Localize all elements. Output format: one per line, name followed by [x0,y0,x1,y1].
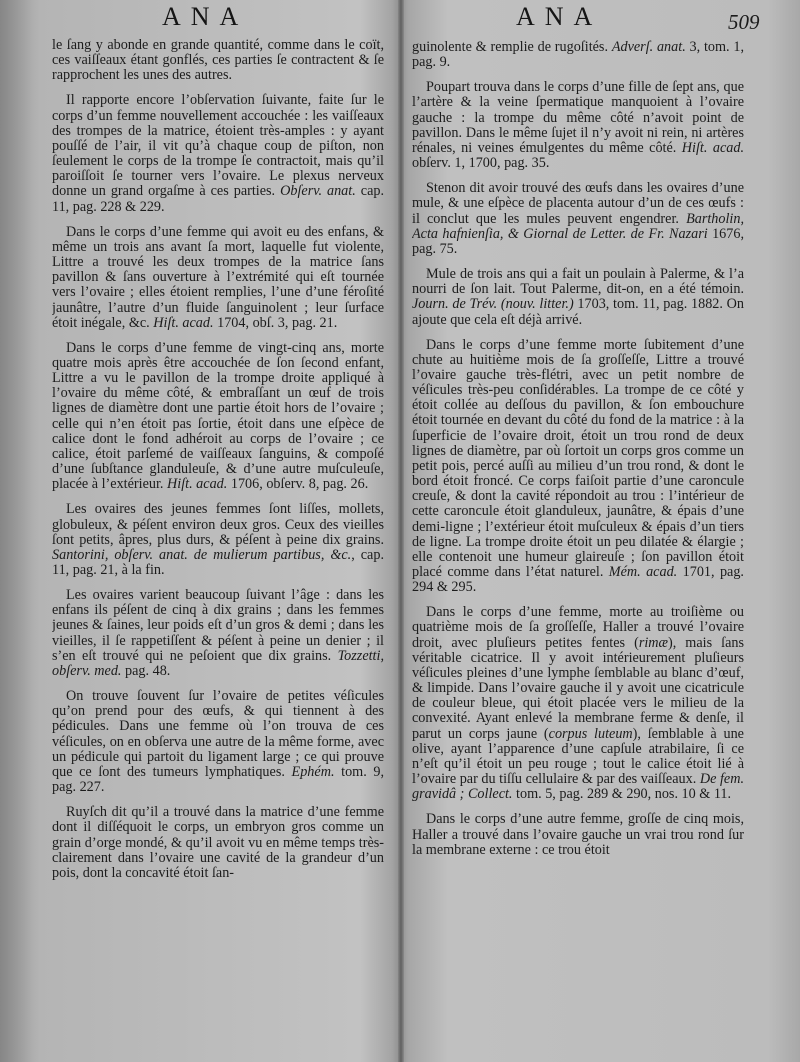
paragraph [52,341,384,493]
paragraph-text: Dans le corps d’une femme morte ſubitement d’une chute au huitième mois de ſa groſſeſſe, Littre a trouvé l’ovaire gauche très-flétri, avec un petit nombre de véſicules très-peu conſidérables. La trompe de ce côté y étoit collée au deſſous du pavillon, & ſon embouchure étoit tournée en devant du côté du fond de la matrice : à la ſuperficie de l’ovaire droit, étoit un trou rond de deux lignes de diamètre, par où ſortoit un corps gros comme un petit pois, percé auſſi au milieu d’un trou rond, & dont le bord étoit froncé. Ce corps faiſoit partie d’une caroncule creuſe, & dont la cavité répondoit au trou : l’intérieur de cette caroncule étoit glanduleux, jaunâtre, & épais d’une demi-ligne ; l’extérieur étoit muſculeux & épais d’un tiers de ligne. La trompe droite étoit un peu dilatée & élargie ; elle contenoit une humeur glaireuſe ; ſon pavillon étoit placé comme dans l’état naturel. [412,336,744,580]
citation-ref: , cap. 11, pag. 21, à la fin. [52,546,384,578]
citation: Hiſt. acad. [167,476,228,493]
paragraph-text: Ruyſch dit qu’il a trouvé dans la matrice d’une femme dont il diſſéquoit le corps, un embryon gros comme un grain d’orge mondé, & qu’il avoit vu en même temps très-clairement dans l’ovaire une cavité de la grandeur d’un pois, dont la concavité étoit ſan- [52,804,384,881]
paragraph-text: Poupart trouva dans le corps d’une fille de ſept ans, que l’artère & la veine ſpermatique manquoient à l’ovaire gauche : la trompe du même côté n’avoit point de pavillon. Dans le même ſujet il n’y avoit ni rein, ni artères rénales, ni veines émulgentes du même côté. [412,79,744,156]
paragraph [412,812,744,857]
paragraph-text: Dans le corps d’une femme, morte au troiſième ou quatrième mois de ſa groſſeſſe, Haller a trouvé l’ovaire droit, avec pluſieurs petites fentes ( [412,604,744,651]
right-running-head: ANA [516,2,603,31]
paragraph [412,40,744,70]
paragraph [52,225,384,331]
paragraph [412,338,744,596]
paragraph-text: On trouve ſouvent ſur l’ovaire de petites véſicules qu’on prend pour des œufs, & qui tiennent à des pédicules. Dans une femme où l’on trouva de ces véſicules, on en obſerva une autre de la même forme, avec un pédicule qui partoit du ligament large ; ce qui prouve que ce ſont des tumeurs lymphatiques. [52,688,384,780]
citation: Hiſt. acad. [681,139,744,156]
citation-ref: 1706, obſerv. 8, pag. 26. [230,476,369,493]
citation: Bartholin, Acta hafnienſia, & Giornal de Letter. de Fr. Nazari [412,210,744,242]
citation-ref: tom. 9, pag. 227. [52,763,384,796]
paragraph-text: Dans le corps d’une femme de vingt-cinq ans, morte quatre mois après être accouchée de ſon ſecond enfant, Littre a vu le pavillon de la trompe droite appliqué à l’ovaire du même côté, & embraſſant un œuf de trois lignes de diamètre dont une partie étoit hors de l’ovaire ; celle qui n’en étoit pas ſortie, étoit dans une eſpèce de calice dont le fond adhéroit au corps de l’ovaire ; ce calice, étoit parſemé de vaiſſeaux ſanguins, & compoſé d’une ſubſtance glanduleuſe, & d’une autre muſculeuſe, placée à l’extérieur. [52,339,384,493]
paragraph [52,805,384,881]
citation: Adverſ. anat. [611,40,686,55]
citation: Ephém. [291,763,335,780]
latin-term: corpus luteum [548,725,633,742]
citation: Journ. de Trév. (nouv. litter.) [412,296,574,313]
paragraph [52,93,384,214]
paragraph-text: Dans le corps d’une femme qui avoit eu des enfans, & même un trois ans avant ſa mort, laquelle fut violente, Littre a trouvé les deux trompes de la matrice ſans pavillon & ſans ouverture à l’extrémité qui eſt tournée vers l’ovaire ; elles étoient remplies, l’une d’une féroſité jaunâtre, l’autre d’un fluide ſanguinolent ; leur ſurface étoit inégale, &c. [52,223,384,331]
paragraph-text: guinolente & remplie de rugoſités. [412,40,609,55]
paragraph-text: Les ovaires des jeunes femmes ſont liſſes, mollets, globuleux, & péſent environ deux gros. Ceux des vieilles ſont petits, âpres, plus durs, & péſent à peine dix grains. [52,501,384,548]
citation-ref: pag. 48. [125,662,171,679]
citation: Mém. acad. [608,564,678,580]
page-number: 509 [728,10,760,34]
left-running-head: ANA [162,2,249,31]
paragraph-text: Mule de trois ans qui a fait un poulain à Palerme, & l’a nourri de ſon lait. Tout Palerme, dit-on, en a été témoin. [412,266,744,298]
latin-term: rimæ [638,634,668,651]
citation: Hiſt. acad. [153,314,214,331]
paragraph-text: Stenon dit avoir trouvé des œufs dans les ovaires d’une mule, & une eſpèce de placenta autour d’un de ces œufs : il conclut que les mules peuvent engendrer. [412,180,744,227]
paragraph [52,588,384,679]
paragraph [412,605,744,802]
book-gutter [398,0,404,1062]
paragraph-text: ), ſemblable à une olive, ayant l’apparence d’une capſule atrabilaire, ſi ce n’eſt qu’il étoit un peu rouge ; tout le calice étoit lié à l’ovaire par du tiſſu cellulaire & par des vaiſſeaux. [412,725,744,788]
citation-ref: 1704, obſ. 3, pag. 21. [217,314,338,331]
citation: De fem. gravidâ ; Collect. [412,771,744,803]
citation-ref: tom. 5, pag. 289 & 290, nos. 10 & 11. [516,786,732,803]
citation: Santorini, obſerv. anat. de mulierum partibus, &c. [52,546,352,563]
paragraph-text: Les ovaires varient beaucoup ſuivant l’âge : dans les enfans ils péſent de cinq à dix grains ; dans les femmes jeunes & ſaines, leur poids eſt d’un gros & demi ; dans les vieilles, il ſe rappetiſſent & péſent à peine un denier ; il s’en eſt trouvé qui ne peſoient que dix grains. [52,587,384,664]
paragraph [412,80,744,171]
paragraph-text: Dans le corps d’une autre femme, groſſe de cinq mois, Haller a trouvé dans l’ovaire gauche un vrai trou rond ſur la membrane externe : ce trou étoit [412,811,744,858]
paragraph [52,689,384,795]
paragraph-text: ), mais ſans véritable cicatrice. Il y avoit intérieurement pluſieurs véſicules pleines d’une lymphe ſemblable au blanc d’œuf, & limpide. Dans l’ovaire gauche il y avoit une cicatricule de couleur bleue, qui étoit placée vers le milieu de la convexité. Ayant enlevé la membrane ferme & denſe, il parut un corps jaune ( [412,634,744,742]
citation: Tozzetti, obſerv. med. [52,647,384,679]
citation-ref: 1701, pag. 294 & 295. [412,564,744,596]
citation-ref: 1703, tom. 11, pag. 1882. On ajoute que cela eſt déjà arrivé. [412,296,744,328]
citation-ref: obſerv. 1, 1700, pag. 35. [412,155,550,172]
paragraph-text: Il rapporte encore l’obſervation ſuivante, faite ſur le corps d’un femme nouvellement accouchée : les vaiſſeaux des trompes de la matrice, étoient très-amples : y ayant pouſſé de l’air, il vit qu’à chaque coup de piſton, non ſeulement le corps de la trompe ſe contractoit, mais qu’il paroiſſoit ſe tourner vers l’ovaire. Le plexus nerveux donne un grand orgaſme à ces parties. [52,92,384,200]
citation-ref: 1676, pag. 75. [412,225,744,257]
left-column [52,38,384,1062]
paragraph-text: le ſang y abonde en grande quantité, comme dans le coït, ces vaiſſeaux étant gonflés, ces parties ſe contractent & ſe rapprochent les unes des autres. [52,38,384,84]
paragraph [52,502,384,578]
page-edge-shadow [0,0,40,1062]
citation-ref: 3, tom. 1, pag. 9. [412,40,744,71]
citation-ref: cap. 11, pag. 228 & 229. [52,183,384,215]
paragraph [412,267,744,328]
paragraph [52,38,384,83]
citation: Obſerv. anat. [280,183,356,200]
paragraph [412,181,744,257]
right-column [412,40,744,1062]
